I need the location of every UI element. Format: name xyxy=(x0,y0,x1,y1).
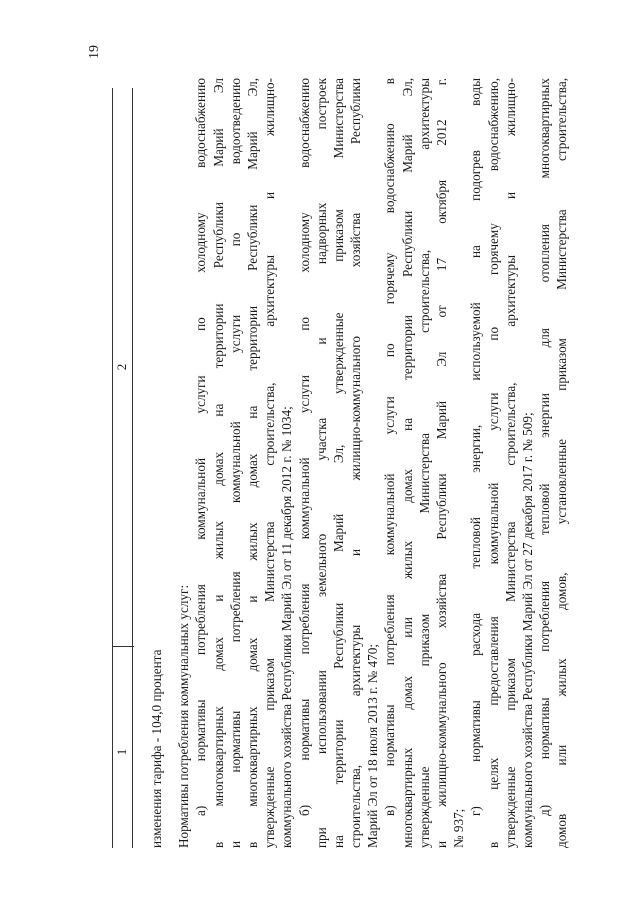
text-line: коммунального хозяйства Республики Марий Эл от 11 декабря 2012 г. № 1034; xyxy=(279,406,295,848)
text-line: строительства, архитектуры и жилищно-коммунального хозяйства Республики xyxy=(348,78,364,848)
text-line: в целях предоставления коммунальной услуги по горячему водоснабжению, xyxy=(485,78,501,848)
text-line: и жилищно-коммунального хозяйства Республики Марий Эл от 17 октября 2012 г. xyxy=(434,78,449,848)
text-line: в) нормативы потребления коммунальной услуги по горячему водоснабжению в xyxy=(382,78,398,816)
text-line: б) нормативы потребления коммунальной услуги по холодному водоснабжению xyxy=(296,78,312,816)
text-line: на территории Республики Марий Эл, утвержденные приказом Министерства xyxy=(330,78,346,848)
text-line: изменения тарифа - 104,0 процента xyxy=(149,649,164,848)
text-line: № 937; xyxy=(451,808,467,848)
column-2-header: 2 xyxy=(114,363,129,371)
text-line: при использовании земельного участка и надворных построек xyxy=(313,78,329,848)
table-header-border xyxy=(132,88,133,848)
table-top-border xyxy=(112,88,113,848)
text-line: в многоквартирных домах и жилых домах на территории Республики Марий Эл xyxy=(210,78,226,848)
text-line: а) нормативы потребления коммунальной услуги по холодному водоснабжению xyxy=(193,78,209,816)
page-number: 19 xyxy=(87,45,102,59)
text-line: многоквартирных домах или жилых домах на территории Республики Марий Эл, xyxy=(399,78,415,848)
text-line: г) нормативы расхода тепловой энергии, используемой на подогрев воды xyxy=(468,78,484,816)
text-line: в многоквартирных домах и жилых домах на территории Республики Марий Эл, xyxy=(244,78,260,848)
text-line: коммунального хозяйства Республики Марий Эл от 27 декабря 2017 г. № 509; xyxy=(519,412,535,848)
text-line: д) нормативы потребления тепловой энергии для отопления многоквартирных xyxy=(537,78,553,816)
text-line: утвержденные приказом Министерства строительства, архитектуры xyxy=(416,78,432,848)
text-line: и нормативы потребления коммунальной услуги по водоотведению xyxy=(227,78,243,848)
text-line: Нормативы потребления коммунальных услуг: xyxy=(176,584,192,848)
column-1-header: 1 xyxy=(114,748,129,756)
text-line: утвержденные приказом Министерства строительства, архитектуры и жилищно- xyxy=(502,78,518,848)
text-line: утвержденные приказом Министерства строительства, архитектуры и жилищно- xyxy=(262,78,278,848)
paragraph-gap xyxy=(165,78,175,848)
text-line: домов или жилых домов, установленные приказом Министерства строительства, xyxy=(554,78,570,848)
text-line: Марий Эл от 18 июля 2013 г. № 470; xyxy=(365,644,381,848)
document-body xyxy=(148,78,588,848)
table-column-divider xyxy=(112,646,134,647)
